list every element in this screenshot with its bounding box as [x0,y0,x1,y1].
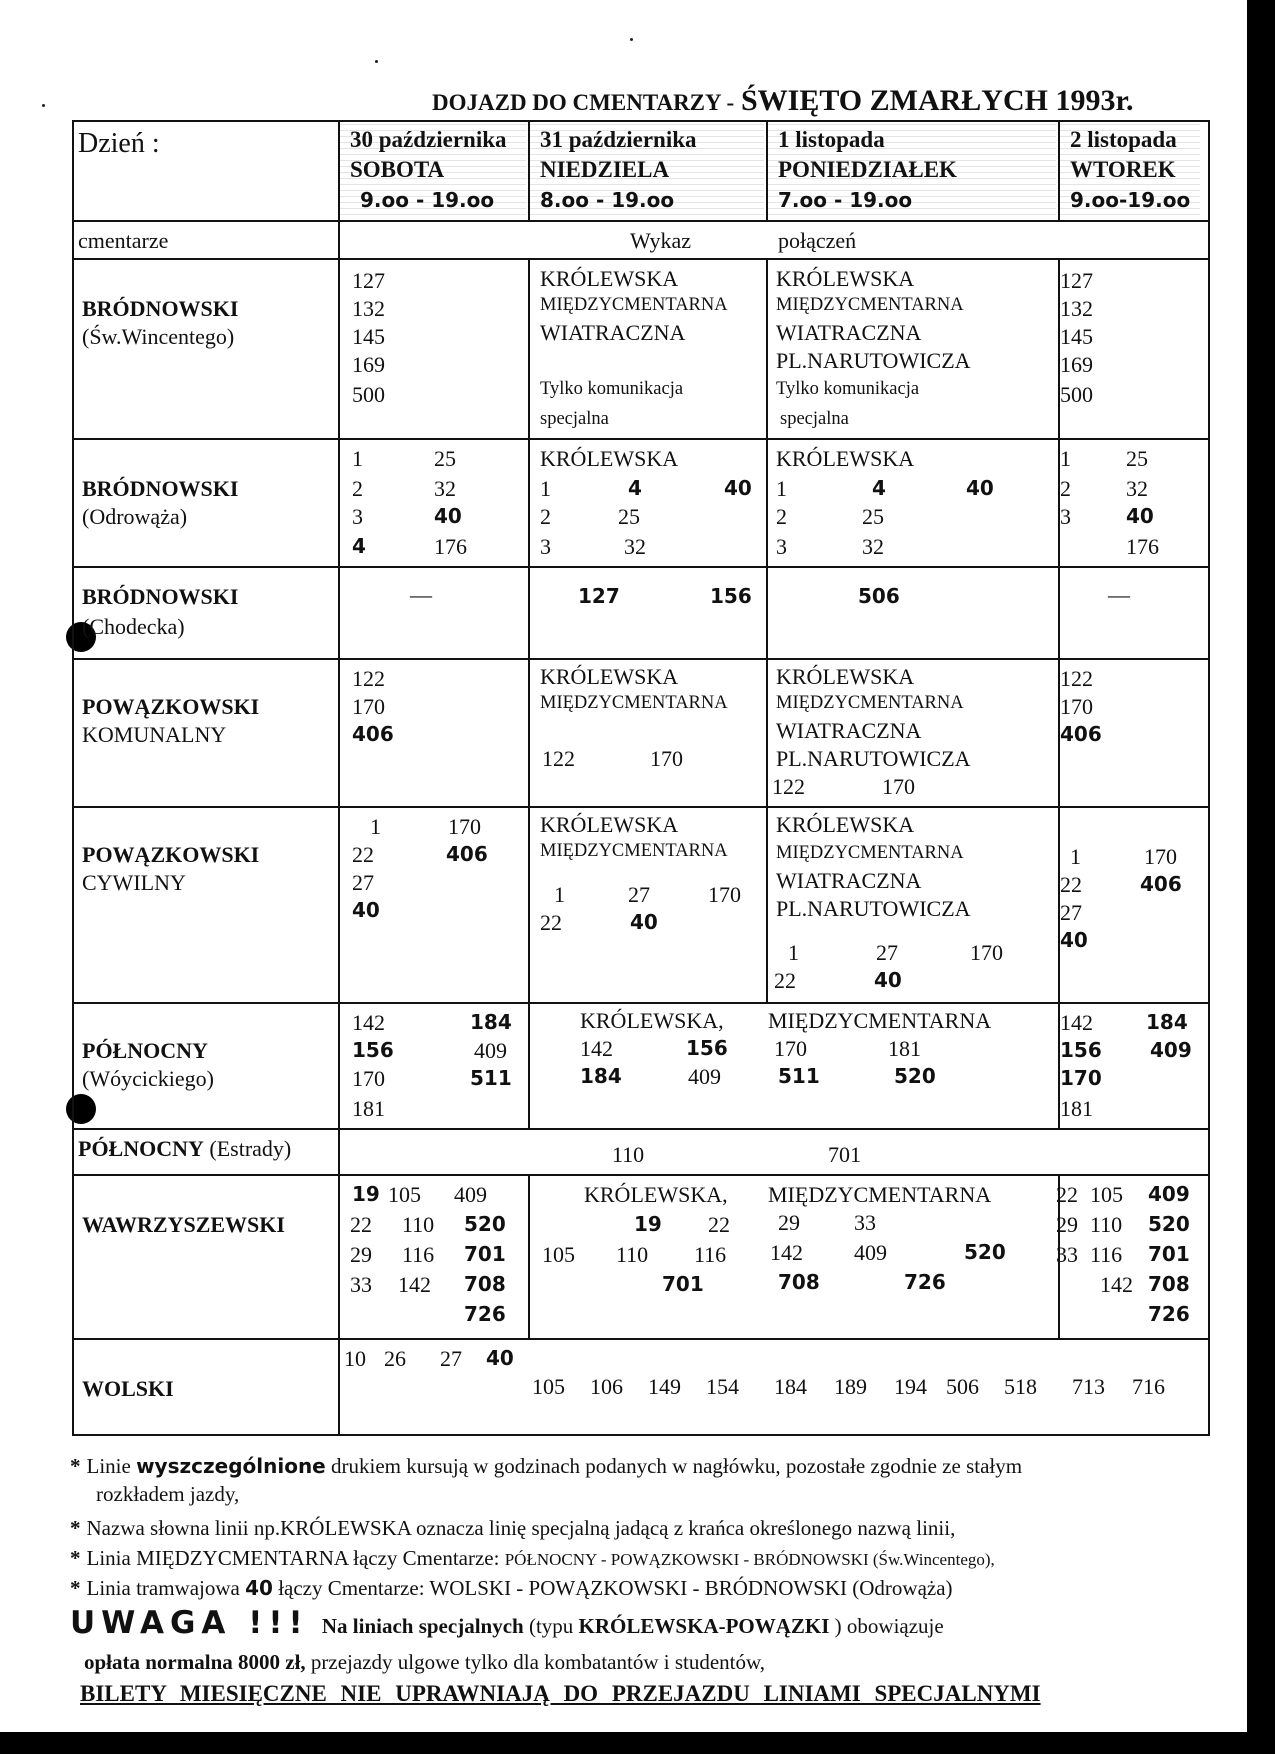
row-divider [72,1338,1210,1340]
day-label: Dzień : [78,128,160,159]
footnote-1-continued: rozkładem jazdy, [96,1482,240,1506]
connections-label: połączeń [778,228,857,253]
line-number: 2 [776,504,787,529]
line-number-highlighted: 156 [1060,1038,1102,1062]
line-number-highlighted: 520 [964,1240,1006,1264]
special-line: PL.NARUTOWICZA [776,348,971,373]
line-number: 181 [352,1096,385,1121]
line-number-highlighted: 409 [1150,1038,1192,1062]
table-border [72,1434,1210,1436]
cemetery-sub: (Chodecka) [82,614,185,639]
line-number-highlighted: 40 [630,910,658,934]
special-line: KRÓLEWSKA [776,446,915,471]
line-number: 716 [1132,1374,1165,1399]
warning-heading: UWAGA !!! [70,1605,309,1641]
line-number: 116 [402,1242,435,1267]
line-number-highlighted: 708 [778,1270,820,1294]
line-number-highlighted: 506 [858,584,900,608]
cemetery-name: PÓŁNOCNY [82,1038,208,1063]
note-text: Tylko komunikacja [540,379,684,399]
line-number-highlighted: 156 [352,1038,394,1062]
column-divider [528,258,530,658]
line-number: 33 [1056,1242,1078,1267]
line-number: 409 [854,1240,887,1265]
table-border [72,120,1210,122]
special-line: KRÓLEWSKA [776,266,915,291]
note-text: specjalna [780,409,849,429]
row-divider [72,566,1210,568]
line-number: 33 [350,1272,372,1297]
line-number: 105 [1090,1182,1123,1207]
line-number: 169 [352,352,385,377]
line-number: 1 [540,476,551,501]
line-number: 184 [774,1374,807,1399]
line-number: 3 [776,534,787,559]
special-line: MIĘDZYCMENTARNA [768,1008,992,1033]
line-number: 181 [1060,1096,1093,1121]
line-number: 33 [854,1210,876,1235]
column-divider [528,1174,530,1338]
line-number: 170 [448,814,481,839]
line-number-highlighted: 511 [470,1066,512,1090]
row-divider [72,438,1210,440]
line-number: 145 [352,324,385,349]
special-line: PL.NARUTOWICZA [776,746,971,771]
line-number-highlighted: 19 [634,1212,662,1236]
bullet-icon: * [70,1546,81,1570]
table-border [1208,120,1210,1436]
no-service-dash: — [1108,582,1130,607]
line-number: 170 [352,1066,385,1091]
special-line: MIĘDZYCMENTARNA [776,295,964,315]
line-number: 1 [352,446,363,471]
row-divider [72,220,1210,222]
line-number-highlighted: 701 [1148,1242,1190,1266]
line-number-highlighted: 406 [352,722,394,746]
row-divider [72,258,1210,260]
line-number: 1 [1070,844,1081,869]
line-number: 2 [1060,476,1071,501]
day-date: 30 października [350,127,507,152]
line-number: 127 [1060,268,1093,293]
line-number-highlighted: 40 [1060,928,1088,952]
line-number: 701 [828,1142,861,1167]
line-number: 149 [648,1374,681,1399]
line-number: 110 [612,1142,645,1167]
line-number: 110 [616,1242,649,1267]
line-number-highlighted: 726 [1148,1302,1190,1326]
special-line: WIATRACZNA [776,868,922,893]
line-number-highlighted: 40 [486,1346,514,1370]
line-number-highlighted: 701 [662,1272,704,1296]
line-number: 3 [1060,504,1071,529]
special-line: KRÓLEWSKA [540,266,679,291]
line-number-highlighted: 701 [464,1242,506,1266]
line-number-highlighted: 708 [1148,1272,1190,1296]
line-number-highlighted: 726 [904,1270,946,1294]
line-number: 142 [1100,1272,1133,1297]
line-number: 170 [1060,694,1093,719]
cemetery-sub: (Wóycickiego) [82,1066,214,1091]
title-part-2: ŚWIĘTO ZMARŁYCH 1993r. [740,84,1134,117]
line-number: 1 [370,814,381,839]
special-line: MIĘDZYCMENTARNA [540,841,728,861]
day-weekday: NIEDZIELA [540,157,670,182]
line-number-highlighted: 127 [578,584,620,608]
line-number: 106 [590,1374,623,1399]
line-number: 27 [876,940,898,965]
scan-speck [42,104,45,107]
line-number-highlighted: 520 [1148,1212,1190,1236]
cemetery-sub: (Odrowąża) [82,504,188,529]
row-divider [72,1128,1210,1130]
line-number: 189 [834,1374,867,1399]
day-weekday: PONIEDZIAŁEK [778,157,957,182]
line-number: 1 [1060,446,1071,471]
special-line: MIĘDZYCMENTARNA [768,1182,992,1207]
footnote-1: * Linie wyszczególnione drukiem kursują w godzinach podanych w nagłówku, pozostałe zgodnie ze stałym [70,1454,1023,1478]
line-number: 25 [434,446,456,471]
line-number: 122 [1060,666,1093,691]
line-number: 3 [540,534,551,559]
timetable [72,120,1210,1436]
scan-speck [375,60,378,63]
row-divider [72,806,1210,808]
cemetery-name: BRÓDNOWSKI [82,584,239,609]
day-date: 2 listopada [1070,127,1177,152]
cemetery-label [78,1138,291,1160]
line-number: 27 [352,870,374,895]
line-number: 1 [788,940,799,965]
note-text: Tylko komunikacja [776,379,920,399]
line-number: 154 [706,1374,739,1399]
day-hours: 9.oo - 19.oo [360,188,495,212]
day-date: 31 października [540,127,697,152]
line-number: 29 [778,1210,800,1235]
column-divider [766,658,768,1002]
special-line: MIĘDZYCMENTARNA [540,295,728,315]
scan-speck [630,38,633,41]
line-number: 22 [708,1212,730,1237]
line-number: 27 [440,1346,462,1371]
line-number-highlighted: 40 [434,504,462,528]
line-number: 142 [580,1036,613,1061]
no-service-dash: — [410,582,432,607]
line-number: 22 [350,1212,372,1237]
line-number: 170 [1144,844,1177,869]
monthly-ticket-warning: BILETY MIESIĘCZNE NIE UPRAWNIAJĄ DO PRZEJAZDU LINIAMI SPECJALNYMI [80,1681,1041,1706]
line-number: 500 [352,382,385,407]
scan-edge-right [1247,0,1275,1754]
cemeteries-label: cmentarze [78,228,169,253]
line-number: 170 [650,746,683,771]
line-number-highlighted: 4 [872,476,886,500]
title-part-1: DOJAZD DO CMENTARZY - [432,90,735,115]
line-number: 105 [542,1242,575,1267]
line-number: 170 [970,940,1003,965]
line-number-highlighted: 4 [352,534,366,558]
line-number: 32 [1126,476,1148,501]
line-number: 32 [434,476,456,501]
column-divider [1058,120,1060,220]
column-divider [528,120,530,220]
line-number-highlighted: 520 [894,1064,936,1088]
line-number: 409 [454,1182,487,1207]
line-number: 3 [352,504,363,529]
special-line: KRÓLEWSKA [540,446,679,471]
line-number: 145 [1060,324,1093,349]
footnote-2: * Nazwa słowna linii np.KRÓLEWSKA oznacza linię specjalną jadącą z krańca określonego nazwą linii, [70,1516,956,1540]
line-number: 122 [352,666,385,691]
cemetery-name: BRÓDNOWSKI [82,476,239,501]
cemetery-name: PÓŁNOCNY [78,1136,204,1161]
line-number: 22 [1056,1182,1078,1207]
line-number: 26 [384,1346,406,1371]
line-number: 2 [540,504,551,529]
cemetery-name: WOLSKI [82,1376,174,1401]
cemetery-name: WAWRZYSZEWSKI [82,1212,285,1237]
line-number: 170 [352,694,385,719]
line-number-highlighted: 511 [778,1064,820,1088]
line-number-highlighted: 726 [464,1302,506,1326]
line-number: 32 [624,534,646,559]
line-number-highlighted: 40 [966,476,994,500]
line-number: 122 [772,774,805,799]
row-divider [72,1174,1210,1176]
line-number-highlighted: 170 [1060,1066,1102,1090]
day-hours: 7.oo - 19.oo [778,188,913,212]
line-number: 506 [946,1374,979,1399]
line-number-highlighted: 40 [1126,504,1154,528]
line-number: 169 [1060,352,1093,377]
day-date: 1 listopada [778,127,885,152]
line-number: 105 [388,1182,421,1207]
line-number: 25 [1126,446,1148,471]
special-line: MIĘDZYCMENTARNA [776,843,964,863]
day-weekday: SOBOTA [350,157,445,182]
line-number: 29 [1056,1212,1078,1237]
cemetery-name: BRÓDNOWSKI [82,296,239,321]
line-number: 27 [628,882,650,907]
line-number: 500 [1060,382,1093,407]
line-number-highlighted: 708 [464,1272,506,1296]
day-weekday: WTOREK [1070,157,1176,182]
line-number-highlighted: 4 [628,476,642,500]
line-number-highlighted: 409 [1148,1182,1190,1206]
line-number: 142 [398,1272,431,1297]
line-number: 29 [350,1242,372,1267]
line-number: 170 [708,882,741,907]
line-number: 22 [774,968,796,993]
line-number-highlighted: 184 [1146,1010,1188,1034]
bullet-icon: * [70,1516,81,1540]
cemetery-name: POWĄZKOWSKI [82,842,260,867]
cemetery-sub: KOMUNALNY [82,722,227,747]
special-line: WIATRACZNA [540,320,686,345]
table-border [72,120,74,1436]
line-number: 2 [352,476,363,501]
line-number-highlighted: 19 [352,1182,380,1206]
line-number: 116 [694,1242,727,1267]
special-line: KRÓLEWSKA, [580,1008,724,1033]
footnote-4: * Linia tramwajowa 40 łączy Cmentarze: WOLSKI - POWĄZKOWSKI - BRÓDNOWSKI (Odrowąża) [70,1576,953,1600]
line-number: 1 [776,476,787,501]
line-number: 518 [1004,1374,1037,1399]
column-divider [766,120,768,220]
line-number-highlighted: 40 [874,968,902,992]
line-number: 105 [532,1374,565,1399]
cemetery-name: POWĄZKOWSKI [82,694,260,719]
footnote-3: * Linia MIĘDZYCMENTARNA łączy Cmentarze: PÓŁNOCNY - POWĄZKOWSKI - BRÓDNOWSKI (Św.Wincentego), [70,1546,995,1570]
line-number-highlighted: 184 [580,1064,622,1088]
special-line: KRÓLEWSKA [540,664,679,689]
line-number: 142 [1060,1010,1093,1035]
line-number-highlighted: 406 [1060,722,1102,746]
line-number-highlighted: 184 [470,1010,512,1034]
line-number: 27 [1060,900,1082,925]
line-number-highlighted: 406 [446,842,488,866]
line-number: 409 [688,1064,721,1089]
line-number: 170 [774,1036,807,1061]
special-line: PL.NARUTOWICZA [776,896,971,921]
connections-label: Wykaz [630,228,691,253]
line-number: 22 [540,910,562,935]
line-number: 1 [554,882,565,907]
row-divider [72,1002,1210,1004]
line-number: 132 [1060,296,1093,321]
scan-edge-bottom [0,1732,1275,1754]
line-number: 170 [882,774,915,799]
special-line: MIĘDZYCMENTARNA [540,693,728,713]
line-number-highlighted: 40 [724,476,752,500]
row-divider [72,658,1210,660]
special-line: KRÓLEWSKA, [584,1182,728,1207]
special-line: KRÓLEWSKA [540,812,679,837]
emphasised-word: wyszczególnione [136,1454,326,1478]
line-number: 22 [352,842,374,867]
column-divider [528,658,530,1128]
cemetery-sub: CYWILNY [82,870,186,895]
column-divider [338,120,340,1436]
bullet-icon: * [70,1454,81,1478]
special-line: MIĘDZYCMENTARNA [776,693,964,713]
special-line: KRÓLEWSKA [776,812,915,837]
line-number: 176 [434,534,467,559]
line-number-highlighted: 156 [686,1036,728,1060]
special-line: KRÓLEWSKA [776,664,915,689]
line-number-highlighted: 40 [352,898,380,922]
day-hours: 8.oo - 19.oo [540,188,675,212]
line-number: 116 [1090,1242,1123,1267]
line-number: 409 [474,1038,507,1063]
warning-line: UWAGA !!! Na liniach specjalnych (typu KRÓLEWSKA-POWĄZKI ) obowiązuje [70,1605,944,1641]
cemetery-sub: (Estrady) [209,1136,292,1161]
fare-line: opłata normalna 8000 zł, przejazdy ulgowe tylko dla kombatantów i studentów, [84,1650,766,1674]
line-number: 25 [862,504,884,529]
line-number: 181 [888,1036,921,1061]
line-number-highlighted: 406 [1140,872,1182,896]
line-number: 122 [542,746,575,771]
bullet-icon: * [70,1576,81,1600]
line-number-highlighted: 156 [710,584,752,608]
line-number: 132 [352,296,385,321]
line-number-highlighted: 520 [464,1212,506,1236]
cemetery-sub: (Św.Wincentego) [82,324,235,349]
note-text: specjalna [540,409,609,429]
column-divider [766,258,768,658]
line-number: 713 [1072,1374,1105,1399]
special-line: WIATRACZNA [776,320,922,345]
document-title [432,84,1212,118]
line-number: 110 [402,1212,435,1237]
line-number: 32 [862,534,884,559]
line-number: 127 [352,268,385,293]
line-number: 176 [1126,534,1159,559]
line-number: 194 [894,1374,927,1399]
day-hours: 9.oo-19.oo [1070,188,1191,212]
line-number: 25 [618,504,640,529]
line-number: 142 [770,1240,803,1265]
line-number: 142 [352,1010,385,1035]
line-number: 10 [344,1346,366,1371]
special-line: WIATRACZNA [776,718,922,743]
line-number: 110 [1090,1212,1123,1237]
line-number: 22 [1060,872,1082,897]
